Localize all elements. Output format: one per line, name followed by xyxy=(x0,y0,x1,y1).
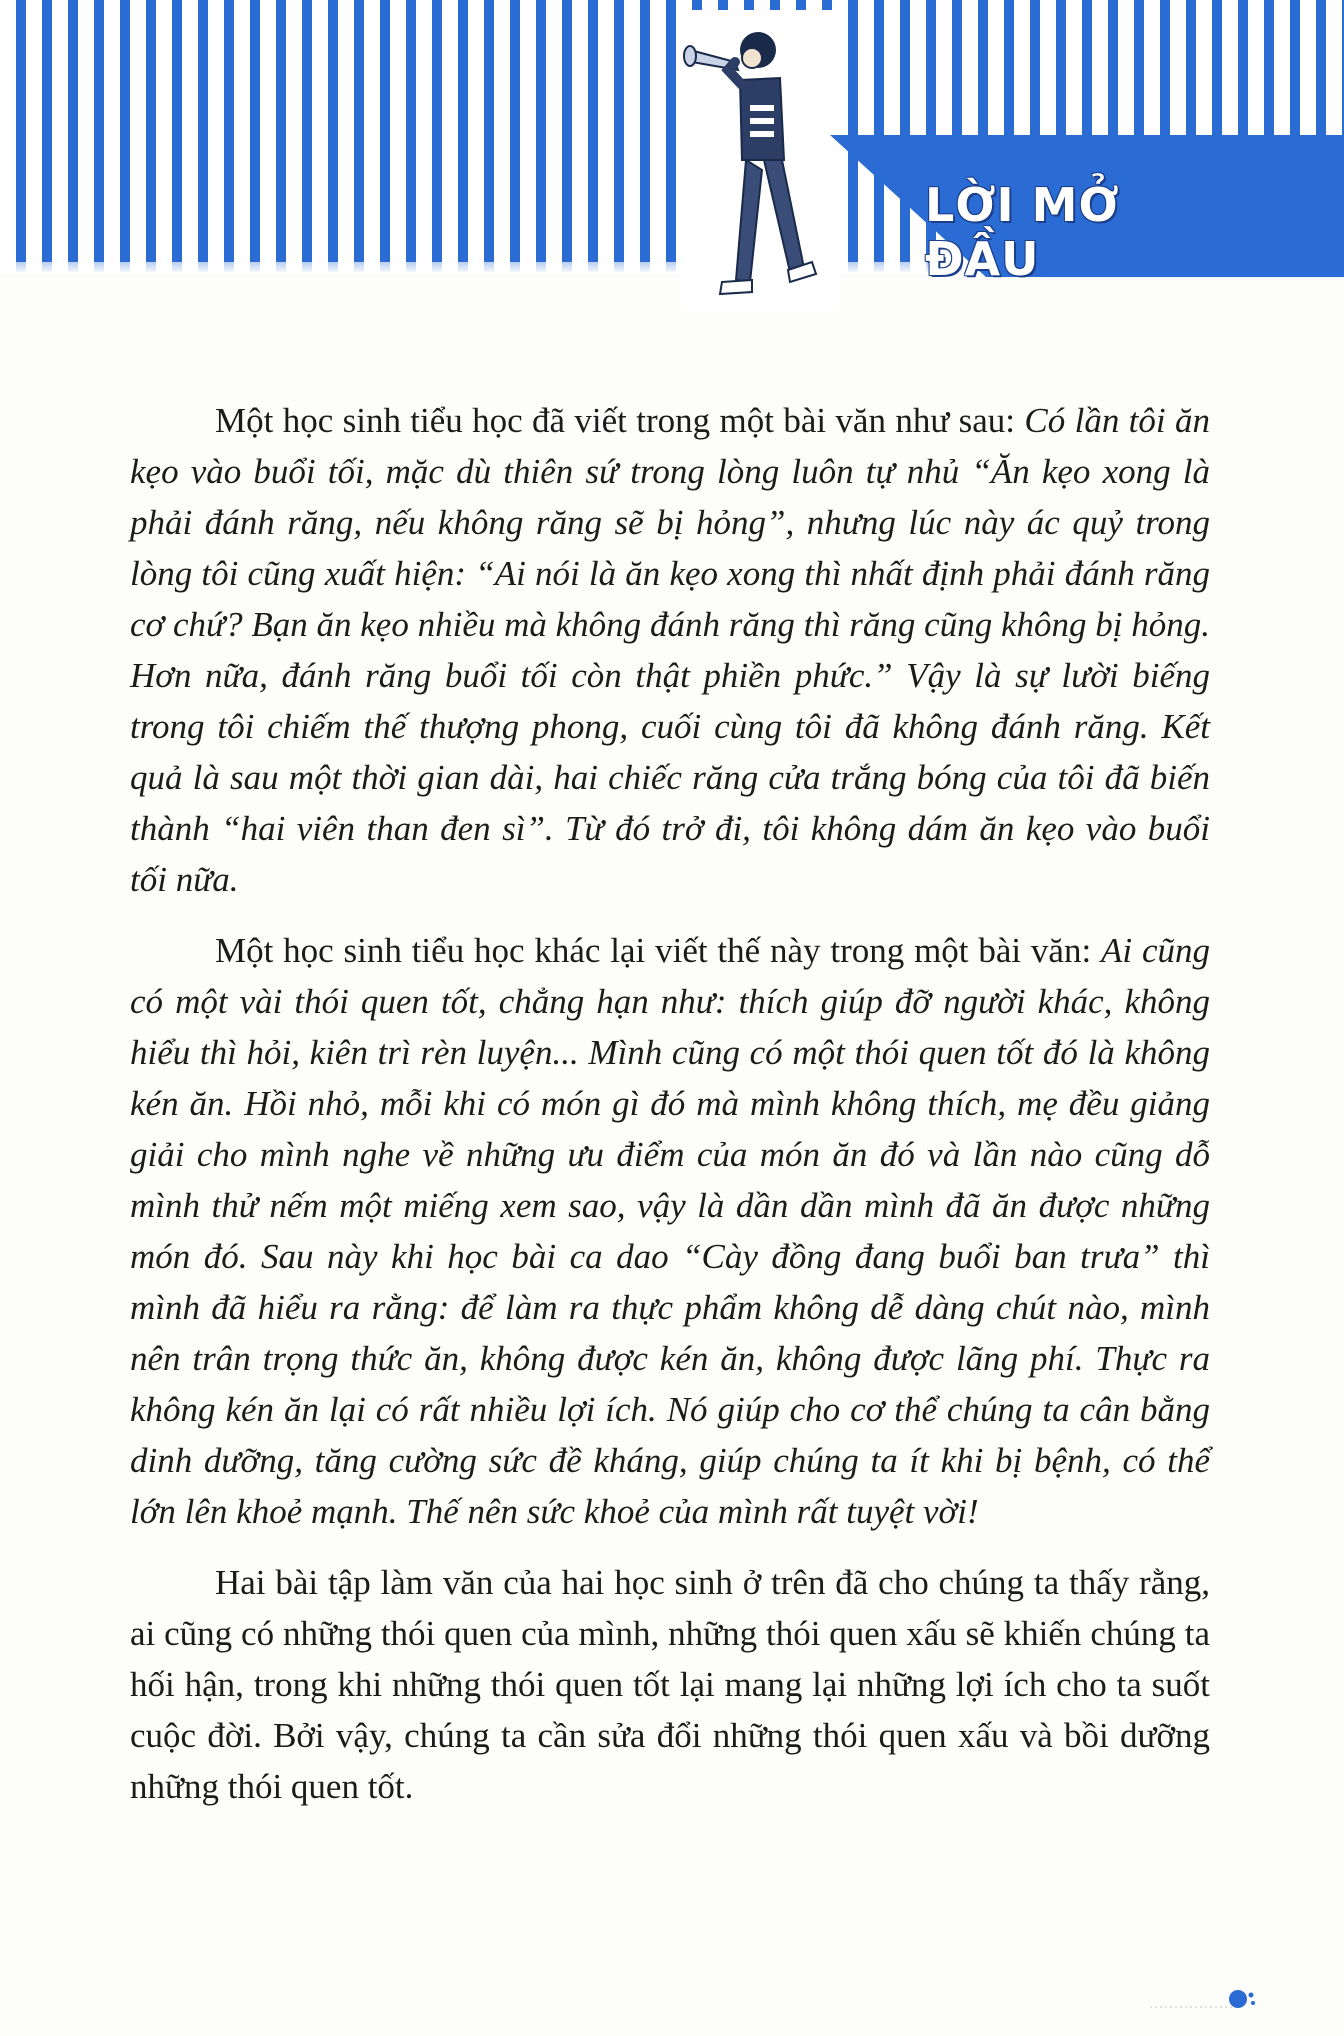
boy-trumpet-illustration xyxy=(680,10,840,310)
paragraph-1-lead: Một học sinh tiểu học đã viết trong một bài văn như sau: xyxy=(215,401,1025,440)
page-title: LỜI MỞ ĐẦU xyxy=(925,178,1120,286)
paragraph-2-quote: Ai cũng có một vài thói quen tốt, chẳng hạn như: thích giúp đỡ người khác, không hiểu thì hỏi, kiên trì rèn luyện... Mình cũng có một thói quen tốt đó là không kén ăn. Hồi nhỏ, mỗi khi có món gì đó mà mình không thích, mẹ đều giảng giải cho mình nghe về những ưu điểm của món ăn đó và lần nào cũng dỗ mình thử nếm một miếng xem sao, vậy là dần dần mình đã ăn được những món đó. Sau này khi học bài ca dao “Cày đồng đang buổi ban trưa” thì mình đã hiểu ra rằng: để làm ra thực phẩm không dễ dàng chút nào, mình nên trân trọng thức ăn, không được kén ăn, không được lãng phí. Thực ra không kén ăn lại có rất nhiều lợi ích. Nó giúp cho cơ thể chúng ta cân bằng dinh dưỡng, tăng cường sức đề kháng, giúp chúng ta ít khi bị bệnh, có thể lớn lên khoẻ mạnh. Thế nên sức khoẻ của mình rất tuyệt vời! xyxy=(130,931,1210,1531)
footer-ornament-icon xyxy=(1150,1985,1260,2015)
paragraph-2 xyxy=(130,925,1210,1537)
paragraph-3-lead: Hai bài tập làm văn của hai học sinh ở trên đã cho chúng ta thấy rằng, ai cũng có những thói quen của mình, những thói quen xấu sẽ khiến chúng ta hối hận, trong khi những thói quen tốt lại mang lại những lợi ích cho ta suốt cuộc đời. Bởi vậy, chúng ta cần sửa đổi những thói quen xấu và bồi dưỡng những thói quen tốt. xyxy=(130,1563,1210,1806)
paragraph-3 xyxy=(130,1557,1210,1812)
paragraph-1 xyxy=(130,395,1210,905)
paragraph-1-quote: Có lần tôi ăn kẹo vào buổi tối, mặc dù thiên sứ trong lòng luôn tự nhủ “Ăn kẹo xong là phải đánh răng, nếu không răng sẽ bị hỏng”, nhưng lúc này ác quỷ trong lòng tôi cũng xuất hiện: “Ai nói là ăn kẹo xong thì nhất định phải đánh răng cơ chứ? Bạn ăn kẹo nhiều mà không đánh răng thì răng cũng không bị hỏng. Hơn nữa, đánh răng buổi tối còn thật phiền phức.” Vậy là sự lười biếng trong tôi chiếm thế thượng phong, cuối cùng tôi đã không đánh răng. Kết quả là sau một thời gian dài, hai chiếc răng cửa trắng bóng của tôi đã biến thành “hai viên than đen sì”. Từ đó trở đi, tôi không dám ăn kẹo vào buổi tối nữa. xyxy=(130,401,1210,899)
body-text xyxy=(130,395,1210,1832)
paragraph-2-lead: Một học sinh tiểu học khác lại viết thế này trong một bài văn: xyxy=(215,931,1102,970)
